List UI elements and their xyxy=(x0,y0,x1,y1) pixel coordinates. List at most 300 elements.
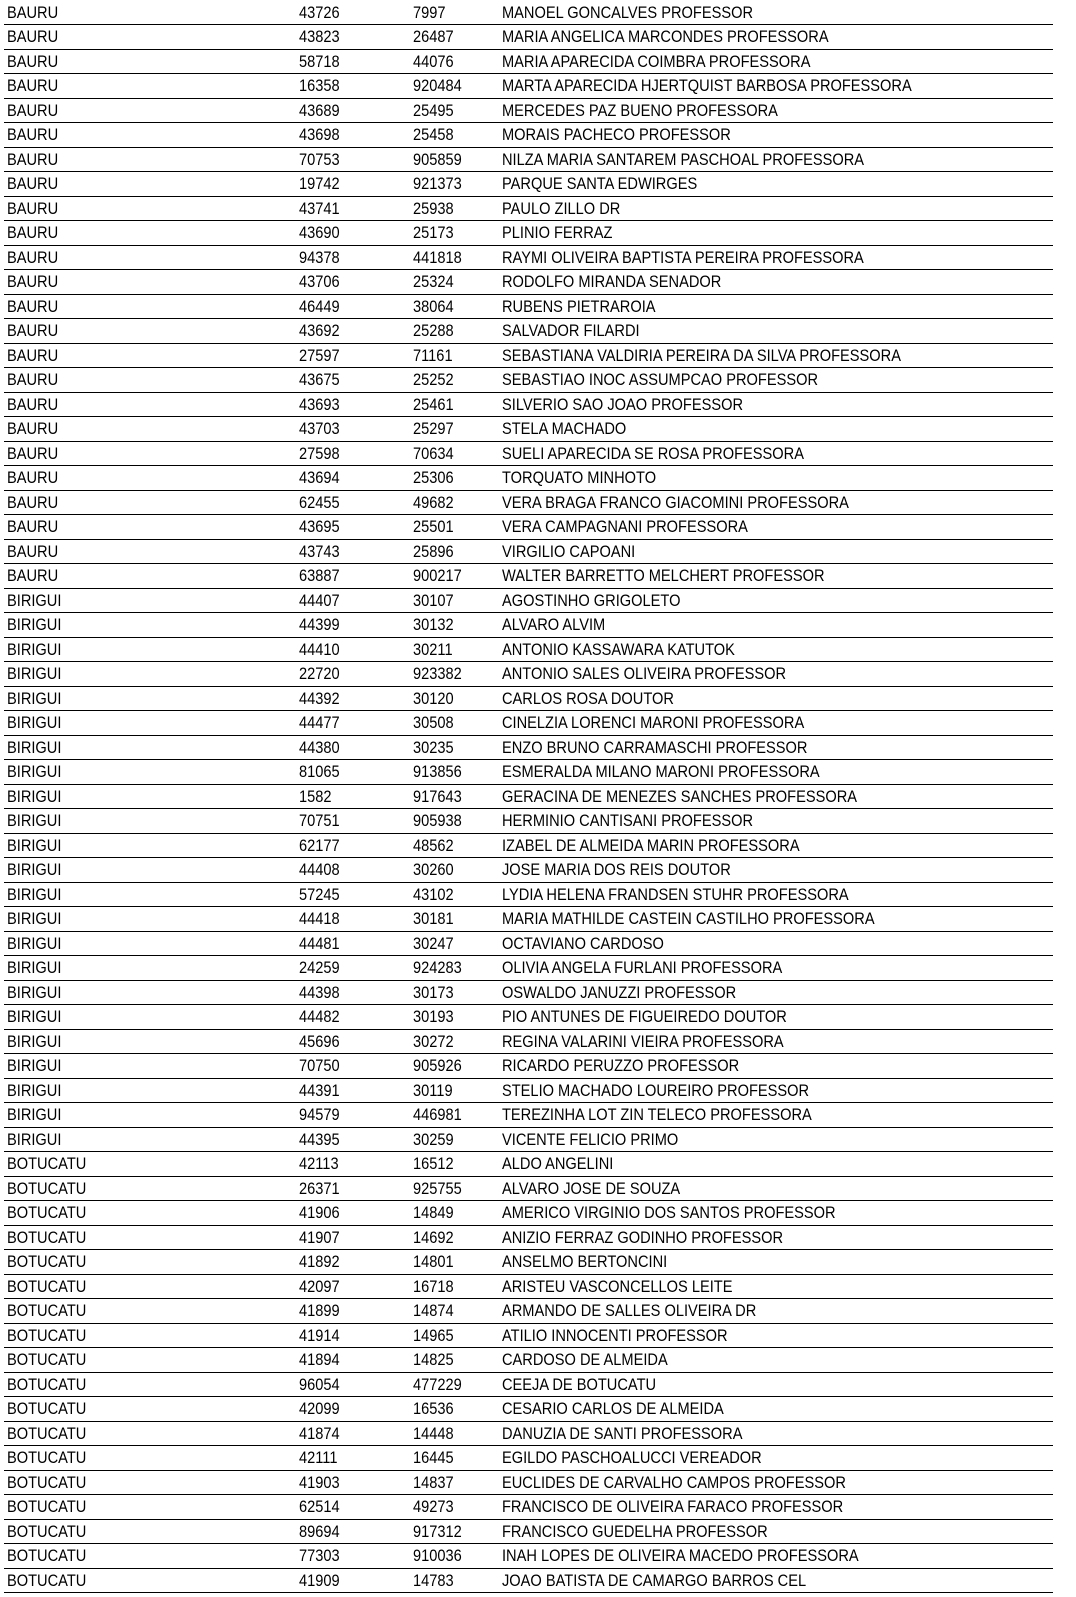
table-row xyxy=(4,368,1053,393)
codigo-escola-cell xyxy=(410,1176,499,1201)
table-row xyxy=(4,760,1053,785)
codigo-escola-text: 49682 xyxy=(413,492,454,512)
codigo-escola-cell xyxy=(410,490,499,515)
table-row xyxy=(4,1568,1053,1593)
municipio-text: BOTUCATU xyxy=(7,1227,87,1247)
codigo-escola-text: 14692 xyxy=(413,1227,454,1247)
codigo-escola-text: 905859 xyxy=(413,149,462,169)
municipio-cell xyxy=(4,907,296,932)
nome-escola-text: MERCEDES PAZ BUENO PROFESSORA xyxy=(502,100,778,120)
nome-escola-text: TEREZINHA LOT ZIN TELECO PROFESSORA xyxy=(502,1105,812,1124)
table-row xyxy=(4,319,1053,344)
codigo-escola-text: 25495 xyxy=(413,100,454,120)
municipio-text: BOTUCATU xyxy=(7,1546,87,1565)
municipio-text: BIRIGUI xyxy=(7,1129,62,1149)
table-row xyxy=(4,735,1053,760)
table-row xyxy=(4,1103,1053,1128)
nome-escola-text: WALTER BARRETTO MELCHERT PROFESSOR xyxy=(502,566,825,585)
codigo-escola-cell xyxy=(410,833,499,858)
codigo-cie-text: 43675 xyxy=(299,370,340,389)
nome-escola-text: MORAIS PACHECO PROFESSOR xyxy=(502,125,731,144)
nome-escola-cell xyxy=(499,1421,1053,1446)
municipio-cell xyxy=(4,1372,296,1397)
municipio-cell xyxy=(4,1446,296,1471)
codigo-escola-text: 25173 xyxy=(413,223,454,242)
codigo-cie-text: 43695 xyxy=(299,517,340,536)
codigo-cie-cell xyxy=(296,809,410,834)
codigo-cie-cell xyxy=(296,833,410,858)
municipio-cell xyxy=(4,1470,296,1495)
codigo-escola-text: 14783 xyxy=(413,1570,454,1590)
codigo-cie-text: 1582 xyxy=(299,786,332,806)
codigo-cie-cell xyxy=(296,1103,410,1128)
municipio-text: BIRIGUI xyxy=(7,688,62,708)
nome-escola-cell xyxy=(499,1519,1053,1544)
table-row xyxy=(4,1225,1053,1250)
codigo-cie-text: 42111 xyxy=(299,1448,338,1467)
table-row xyxy=(4,564,1053,589)
municipio-cell xyxy=(4,1127,296,1152)
municipio-cell xyxy=(4,1005,296,1030)
codigo-cie-cell xyxy=(296,686,410,711)
codigo-escola-cell xyxy=(410,515,499,540)
codigo-cie-cell xyxy=(296,196,410,221)
codigo-escola-cell xyxy=(410,784,499,809)
codigo-escola-cell xyxy=(410,809,499,834)
table-row xyxy=(4,784,1053,809)
codigo-cie-cell xyxy=(296,392,410,417)
nome-escola-text: ALDO ANGELINI xyxy=(502,1154,614,1173)
codigo-cie-text: 70750 xyxy=(299,1056,340,1075)
nome-escola-cell xyxy=(499,1323,1053,1348)
codigo-escola-text: 900217 xyxy=(413,566,462,585)
codigo-cie-text: 41892 xyxy=(299,1252,340,1271)
codigo-cie-text: 43690 xyxy=(299,223,340,242)
nome-escola-text: RICARDO PERUZZO PROFESSOR xyxy=(502,1056,740,1075)
codigo-cie-text: 43703 xyxy=(299,419,340,438)
codigo-cie-text: 43726 xyxy=(299,3,340,22)
nome-escola-cell xyxy=(499,196,1053,221)
codigo-cie-text: 58718 xyxy=(299,51,340,71)
codigo-escola-text: 14874 xyxy=(413,1301,454,1320)
codigo-escola-text: 49273 xyxy=(413,1497,454,1516)
municipio-text: BOTUCATU xyxy=(7,1350,87,1369)
table-row xyxy=(4,1250,1053,1275)
codigo-escola-cell xyxy=(410,221,499,246)
codigo-cie-text: 89694 xyxy=(299,1521,340,1541)
codigo-escola-text: 14825 xyxy=(413,1350,454,1369)
codigo-cie-text: 44391 xyxy=(299,1080,340,1100)
codigo-cie-cell xyxy=(296,172,410,197)
nome-escola-cell xyxy=(499,613,1053,638)
municipio-cell xyxy=(4,0,296,25)
municipio-text: BOTUCATU xyxy=(7,1472,87,1492)
municipio-cell xyxy=(4,98,296,123)
municipio-cell xyxy=(4,294,296,319)
codigo-cie-text: 41914 xyxy=(299,1325,340,1345)
codigo-cie-cell xyxy=(296,441,410,466)
codigo-cie-text: 94579 xyxy=(299,1105,340,1124)
codigo-cie-text: 44418 xyxy=(299,909,340,928)
table-row xyxy=(4,1470,1053,1495)
municipio-text: BAURU xyxy=(7,492,59,512)
codigo-cie-cell xyxy=(296,1495,410,1520)
nome-escola-cell xyxy=(499,98,1053,123)
nome-escola-text: INAH LOPES DE OLIVEIRA MACEDO PROFESSORA xyxy=(502,1546,859,1565)
nome-escola-cell xyxy=(499,1397,1053,1422)
municipio-text: BIRIGUI xyxy=(7,639,62,659)
municipio-text: BIRIGUI xyxy=(7,811,62,830)
table-row xyxy=(4,833,1053,858)
table-row xyxy=(4,172,1053,197)
municipio-text: BIRIGUI xyxy=(7,786,62,806)
codigo-escola-cell xyxy=(410,882,499,907)
nome-escola-cell xyxy=(499,1299,1053,1324)
codigo-cie-text: 70751 xyxy=(299,811,340,830)
codigo-cie-cell xyxy=(296,637,410,662)
codigo-escola-text: 905926 xyxy=(413,1056,462,1075)
codigo-cie-cell xyxy=(296,711,410,736)
nome-escola-cell xyxy=(499,392,1053,417)
table-row xyxy=(4,0,1053,25)
codigo-cie-cell xyxy=(296,49,410,74)
nome-escola-cell xyxy=(499,882,1053,907)
codigo-escola-text: 30119 xyxy=(413,1080,453,1100)
municipio-cell xyxy=(4,490,296,515)
municipio-cell xyxy=(4,270,296,295)
municipio-cell xyxy=(4,931,296,956)
codigo-cie-cell xyxy=(296,1152,410,1177)
nome-escola-cell xyxy=(499,1054,1053,1079)
nome-escola-cell xyxy=(499,686,1053,711)
codigo-escola-text: 71161 xyxy=(413,345,453,365)
nome-escola-text: HERMINIO CANTISANI PROFESSOR xyxy=(502,811,754,830)
municipio-cell xyxy=(4,809,296,834)
codigo-escola-text: 30120 xyxy=(413,688,454,708)
municipio-text: BAURU xyxy=(7,100,59,120)
codigo-cie-text: 16358 xyxy=(299,76,340,95)
nome-escola-text: CARLOS ROSA DOUTOR xyxy=(502,688,674,708)
codigo-cie-cell xyxy=(296,1446,410,1471)
codigo-escola-cell xyxy=(410,123,499,148)
codigo-escola-text: 30181 xyxy=(413,909,454,928)
codigo-escola-cell xyxy=(410,539,499,564)
municipio-cell xyxy=(4,564,296,589)
codigo-cie-text: 43689 xyxy=(299,100,340,120)
codigo-escola-cell xyxy=(410,245,499,270)
codigo-escola-cell xyxy=(410,637,499,662)
codigo-escola-text: 14448 xyxy=(413,1423,454,1443)
nome-escola-text: EUCLIDES DE CARVALHO CAMPOS PROFESSOR xyxy=(502,1472,846,1492)
codigo-escola-cell xyxy=(410,1029,499,1054)
nome-escola-text: NILZA MARIA SANTAREM PASCHOAL PROFESSORA xyxy=(502,149,865,169)
codigo-escola-cell xyxy=(410,686,499,711)
codigo-escola-cell xyxy=(410,1152,499,1177)
nome-escola-cell xyxy=(499,74,1053,99)
codigo-cie-cell xyxy=(296,270,410,295)
table-row xyxy=(4,221,1053,246)
codigo-cie-text: 43694 xyxy=(299,468,340,487)
table-row xyxy=(4,809,1053,834)
nome-escola-text: PLINIO FERRAZ xyxy=(502,223,613,242)
table-row xyxy=(4,662,1053,687)
municipio-cell xyxy=(4,1519,296,1544)
codigo-escola-cell xyxy=(410,1372,499,1397)
codigo-escola-text: 925755 xyxy=(413,1178,462,1198)
codigo-escola-cell xyxy=(410,147,499,172)
codigo-escola-cell xyxy=(410,1250,499,1275)
nome-escola-text: STELIO MACHADO LOUREIRO PROFESSOR xyxy=(502,1080,810,1100)
table-row xyxy=(4,270,1053,295)
municipio-cell xyxy=(4,980,296,1005)
nome-escola-cell xyxy=(499,760,1053,785)
nome-escola-text: ATILIO INNOCENTI PROFESSOR xyxy=(502,1325,728,1345)
municipio-text: BIRIGUI xyxy=(7,1056,62,1075)
codigo-escola-text: 14801 xyxy=(413,1252,454,1271)
nome-escola-cell xyxy=(499,49,1053,74)
codigo-escola-text: 917312 xyxy=(413,1521,462,1541)
codigo-cie-text: 46449 xyxy=(299,296,340,316)
codigo-escola-cell xyxy=(410,1568,499,1593)
codigo-escola-cell xyxy=(410,1054,499,1079)
codigo-cie-cell xyxy=(296,245,410,270)
nome-escola-text: MARTA APARECIDA HJERTQUIST BARBOSA PROFESSORA xyxy=(502,76,912,95)
codigo-escola-text: 14849 xyxy=(413,1203,454,1222)
codigo-cie-text: 43823 xyxy=(299,27,340,46)
table-row xyxy=(4,441,1053,466)
codigo-cie-cell xyxy=(296,1078,410,1103)
codigo-cie-text: 44410 xyxy=(299,639,340,659)
codigo-escola-text: 14837 xyxy=(413,1472,454,1492)
codigo-escola-cell xyxy=(410,588,499,613)
codigo-cie-cell xyxy=(296,25,410,50)
codigo-cie-cell xyxy=(296,564,410,589)
municipio-text: BAURU xyxy=(7,125,59,144)
municipio-text: BOTUCATU xyxy=(7,1423,87,1443)
nome-escola-text: VICENTE FELICIO PRIMO xyxy=(502,1129,679,1149)
codigo-cie-cell xyxy=(296,539,410,564)
table-row xyxy=(4,613,1053,638)
municipio-text: BIRIGUI xyxy=(7,713,62,732)
municipio-cell xyxy=(4,147,296,172)
nome-escola-cell xyxy=(499,147,1053,172)
municipio-text: BAURU xyxy=(7,76,59,95)
nome-escola-cell xyxy=(499,662,1053,687)
nome-escola-cell xyxy=(499,515,1053,540)
codigo-cie-cell xyxy=(296,1029,410,1054)
nome-escola-text: REGINA VALARINI VIEIRA PROFESSORA xyxy=(502,1031,784,1051)
nome-escola-text: FRANCISCO GUEDELHA PROFESSOR xyxy=(502,1521,768,1541)
codigo-escola-text: 26487 xyxy=(413,27,454,46)
nome-escola-text: OCTAVIANO CARDOSO xyxy=(502,933,664,953)
municipio-cell xyxy=(4,711,296,736)
nome-escola-cell xyxy=(499,1348,1053,1373)
nome-escola-cell xyxy=(499,564,1053,589)
table-row xyxy=(4,343,1053,368)
codigo-cie-cell xyxy=(296,123,410,148)
codigo-escola-cell xyxy=(410,1201,499,1226)
nome-escola-text: EGILDO PASCHOALUCCI VEREADOR xyxy=(502,1448,762,1467)
municipio-text: BAURU xyxy=(7,419,59,438)
nome-escola-text: MARIA ANGELICA MARCONDES PROFESSORA xyxy=(502,27,829,46)
nome-escola-text: VERA BRAGA FRANCO GIACOMINI PROFESSORA xyxy=(502,492,849,512)
municipio-text: BOTUCATU xyxy=(7,1252,87,1271)
codigo-escola-text: 446981 xyxy=(413,1105,462,1124)
nome-escola-text: FRANCISCO DE OLIVEIRA FARACO PROFESSOR xyxy=(502,1497,844,1516)
codigo-cie-text: 42097 xyxy=(299,1276,340,1296)
codigo-cie-text: 43692 xyxy=(299,321,340,340)
nome-escola-cell xyxy=(499,711,1053,736)
municipio-text: BIRIGUI xyxy=(7,933,62,953)
codigo-escola-cell xyxy=(410,294,499,319)
codigo-escola-cell xyxy=(410,1323,499,1348)
nome-escola-text: VERA CAMPAGNANI PROFESSORA xyxy=(502,517,748,536)
municipio-cell xyxy=(4,637,296,662)
table-row xyxy=(4,49,1053,74)
municipio-cell xyxy=(4,1054,296,1079)
table-row xyxy=(4,588,1053,613)
municipio-text: BIRIGUI xyxy=(7,982,62,1002)
codigo-escola-text: 30211 xyxy=(413,639,453,659)
codigo-escola-text: 30508 xyxy=(413,713,454,732)
municipio-cell xyxy=(4,760,296,785)
table-row xyxy=(4,123,1053,148)
table-row xyxy=(4,196,1053,221)
table-row xyxy=(4,1421,1053,1446)
codigo-cie-text: 41874 xyxy=(299,1423,340,1443)
nome-escola-cell xyxy=(499,980,1053,1005)
codigo-escola-cell xyxy=(410,0,499,25)
municipio-cell xyxy=(4,1201,296,1226)
nome-escola-text: SILVERIO SAO JOAO PROFESSOR xyxy=(502,394,744,414)
codigo-cie-text: 44398 xyxy=(299,982,340,1002)
codigo-cie-cell xyxy=(296,1054,410,1079)
municipio-text: BAURU xyxy=(7,517,59,536)
nome-escola-cell xyxy=(499,1495,1053,1520)
municipio-cell xyxy=(4,1323,296,1348)
municipio-cell xyxy=(4,515,296,540)
codigo-cie-cell xyxy=(296,1568,410,1593)
municipio-text: BAURU xyxy=(7,51,59,71)
municipio-text: BOTUCATU xyxy=(7,1399,87,1418)
municipio-cell xyxy=(4,858,296,883)
codigo-cie-cell xyxy=(296,1299,410,1324)
codigo-cie-text: 44407 xyxy=(299,590,340,610)
nome-escola-text: MANOEL GONCALVES PROFESSOR xyxy=(502,3,754,22)
codigo-escola-text: 25324 xyxy=(413,272,454,291)
codigo-cie-text: 94378 xyxy=(299,247,340,267)
nome-escola-cell xyxy=(499,637,1053,662)
codigo-escola-text: 30235 xyxy=(413,737,454,757)
codigo-cie-text: 96054 xyxy=(299,1374,340,1394)
codigo-cie-text: 41903 xyxy=(299,1472,340,1492)
municipio-text: BOTUCATU xyxy=(7,1154,87,1173)
codigo-escola-cell xyxy=(410,613,499,638)
municipio-cell xyxy=(4,784,296,809)
codigo-cie-text: 81065 xyxy=(299,762,340,781)
codigo-cie-text: 44482 xyxy=(299,1007,340,1026)
municipio-cell xyxy=(4,441,296,466)
municipio-cell xyxy=(4,319,296,344)
codigo-escola-text: 25461 xyxy=(413,394,454,414)
codigo-cie-cell xyxy=(296,147,410,172)
codigo-escola-cell xyxy=(410,980,499,1005)
codigo-cie-cell xyxy=(296,319,410,344)
codigo-cie-text: 44395 xyxy=(299,1129,340,1149)
municipio-text: BAURU xyxy=(7,566,59,585)
municipio-text: BAURU xyxy=(7,541,59,561)
municipio-cell xyxy=(4,25,296,50)
codigo-escola-text: 25297 xyxy=(413,419,454,438)
nome-escola-text: VIRGILIO CAPOANI xyxy=(502,541,636,561)
codigo-cie-cell xyxy=(296,1323,410,1348)
nome-escola-cell xyxy=(499,1176,1053,1201)
nome-escola-text: AGOSTINHO GRIGOLETO xyxy=(502,590,681,610)
nome-escola-cell xyxy=(499,343,1053,368)
municipio-text: BAURU xyxy=(7,443,59,463)
codigo-escola-text: 44076 xyxy=(413,51,454,71)
codigo-cie-text: 41906 xyxy=(299,1203,340,1222)
nome-escola-cell xyxy=(499,784,1053,809)
municipio-cell xyxy=(4,417,296,442)
municipio-cell xyxy=(4,172,296,197)
codigo-escola-text: 70634 xyxy=(413,443,454,463)
codigo-cie-text: 41899 xyxy=(299,1301,340,1320)
codigo-cie-cell xyxy=(296,490,410,515)
municipio-text: BAURU xyxy=(7,27,59,46)
municipio-text: BIRIGUI xyxy=(7,909,62,928)
codigo-cie-text: 43743 xyxy=(299,541,340,561)
municipio-text: BIRIGUI xyxy=(7,664,62,683)
codigo-escola-cell xyxy=(410,1446,499,1471)
nome-escola-cell xyxy=(499,858,1053,883)
nome-escola-cell xyxy=(499,1568,1053,1593)
municipio-cell xyxy=(4,392,296,417)
table-row xyxy=(4,1299,1053,1324)
nome-escola-cell xyxy=(499,1078,1053,1103)
nome-escola-text: ALVARO JOSE DE SOUZA xyxy=(502,1178,681,1198)
nome-escola-cell xyxy=(499,417,1053,442)
table-row xyxy=(4,1274,1053,1299)
codigo-cie-text: 19742 xyxy=(299,174,340,193)
codigo-cie-text: 63887 xyxy=(299,566,340,585)
municipio-text: BIRIGUI xyxy=(7,958,62,977)
codigo-cie-text: 62177 xyxy=(299,835,340,855)
nome-escola-text: DANUZIA DE SANTI PROFESSORA xyxy=(502,1423,743,1443)
codigo-escola-cell xyxy=(410,956,499,981)
codigo-cie-cell xyxy=(296,1348,410,1373)
nome-escola-cell xyxy=(499,1029,1053,1054)
nome-escola-cell xyxy=(499,1225,1053,1250)
codigo-escola-text: 923382 xyxy=(413,664,462,683)
codigo-cie-cell xyxy=(296,1005,410,1030)
codigo-cie-cell xyxy=(296,931,410,956)
table-row xyxy=(4,466,1053,491)
municipio-text: BIRIGUI xyxy=(7,1007,62,1026)
codigo-escola-cell xyxy=(410,1127,499,1152)
municipio-cell xyxy=(4,368,296,393)
table-row xyxy=(4,1054,1053,1079)
municipio-text: BOTUCATU xyxy=(7,1325,87,1345)
nome-escola-text: SUELI APARECIDA SE ROSA PROFESSORA xyxy=(502,443,804,463)
codigo-escola-text: 30259 xyxy=(413,1129,454,1149)
table-row xyxy=(4,245,1053,270)
municipio-cell xyxy=(4,1078,296,1103)
codigo-escola-cell xyxy=(410,270,499,295)
municipio-text: BOTUCATU xyxy=(7,1374,87,1394)
municipio-cell xyxy=(4,1176,296,1201)
municipio-cell xyxy=(4,1421,296,1446)
